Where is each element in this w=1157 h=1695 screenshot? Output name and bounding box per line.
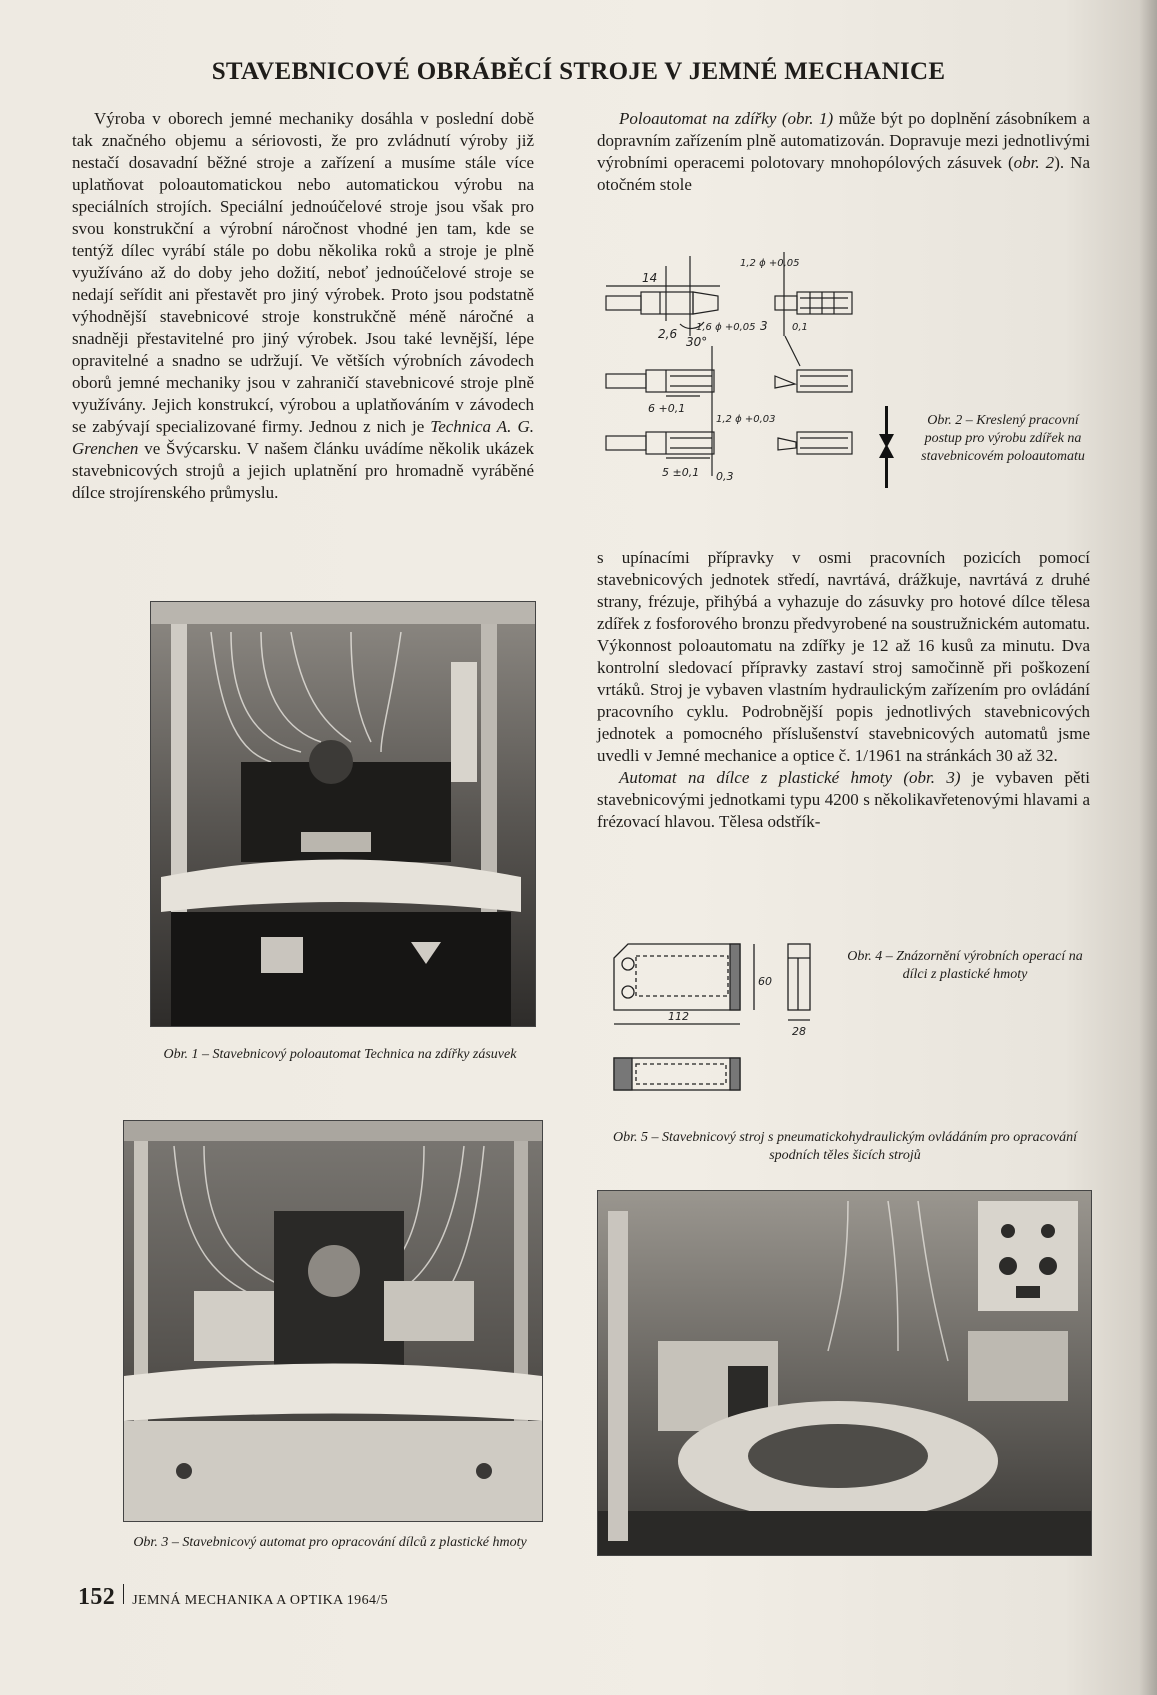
semiautomat-lead: Poloautomat na zdířky (obr. 1) [619, 109, 834, 128]
firm-name: Technica A. G. Grenchen [72, 417, 534, 458]
fig4-dim-60: 60 [758, 975, 772, 988]
fig2-dim-5: 5 ±0,1 [662, 466, 700, 479]
fig2-dim-6: 6 +0,1 [648, 402, 686, 415]
page-edge-shadow [1139, 0, 1157, 1695]
workflow-paragraph: s upínacími přípravky v osmi pracovních pozicích pomocí stavebnicových jednotek středí, navrtává, drážkuje, navrtává z druhé strany, frézuje, přihýbá a vyhazuje do zásuvky pro hotové dílce tělesa zdířek z fosforového bronzu předvyrobené na soustružnickém automatu. Výkonnost poloautomatu na zdířky je 12 až 16 kusů za minutu. Dva kontrolní sledovací přípravky zastaví stroj samočinně při poškození vrtáků. Stroj je vybaven vlastním hydraulickým zařízením pro ovládání pracovního cyklu. Podrobnější popis jednotlivých stavebnicových jednotek a pomocného příslušenství stavebnicových automatů jsme uvedli v Jemné mechanice a optice č. 1/1961 na stránkách 30 až 32. [597, 548, 1090, 765]
fig2-dim-2-6: 2,6 [658, 327, 678, 341]
fig5-machine-image [598, 1191, 1091, 1555]
figure-4-drawing [608, 940, 838, 1115]
figure-1-caption: Obr. 1 – Stavebnicový poloautomat Technica na zdířky zásuvek [163, 1047, 517, 1062]
plastic-automat-lead: Automat na dílce z plastické hmoty (obr. 3) [619, 768, 961, 787]
figure-5-photo [597, 1190, 1092, 1556]
article-title: STAVEBNICOVÉ OBRÁBĚCÍ STROJE V JEMNÉ MECHANICE [211, 58, 946, 85]
fig2-dim-14: 14 [642, 271, 658, 285]
page-number: 152 [78, 1584, 116, 1610]
right-column-text [597, 547, 1090, 833]
figure-1-photo [150, 601, 536, 1027]
fig2-dim-0-3: 0,3 [716, 470, 734, 483]
fig2-dim-1-6: 1,6 ϕ +0,05 [696, 322, 756, 333]
fig2-reference: obr. 2 [1013, 153, 1055, 172]
plastic-automat-paragraph [597, 767, 1090, 833]
semiautomat-paragraph [597, 108, 1090, 196]
fig4-svg [608, 940, 838, 1115]
plastic-automat-text: je vybaven pěti stavebnicovými jednotkami typu 4200 s několikavřetenovými hlavami a frézovací hlavou. Tělesa odstřík- [597, 768, 1090, 831]
page-footer [78, 1584, 388, 1611]
fig2-dim-0-1: 0,1 [792, 322, 808, 333]
fig2-svg [600, 226, 900, 526]
figure-2-drawing [600, 226, 900, 526]
figure-2-caption: Obr. 2 – Kreslený pracovní postup pro výrobu zdířek na stavebnicovém poloautomatu [921, 413, 1085, 464]
fig2-dim-1-2: 1,2 ϕ +0,05 [740, 258, 800, 269]
fig4-dim-112: 112 [668, 1010, 689, 1023]
intro-paragraph [72, 108, 534, 504]
intro-text: Výroba v oborech jemné mechaniky dosáhla v poslední době tak značného objemu a sériovosti, že pro zvládnutí výroby již nestačí dosavadní běžné stroje a zařízení a musíme stále více uplatňovat poloautomatickou nebo automatickou výrobu na speciálních strojích. Speciální jednoúčelové stroje jsou však pro svou konstrukční a výrobní náročnost vhodné jen tam, kde se tentýž dílec vyrábí stále po dobu několika roků a stroje je plně využíváno až do doby jeho dožití, neboť jednoúčelové stroje se nedají seřídit ani přestavět pro jiný výrobek. Proto jsou podstatně výhodnější stavebnicové stroje konstrukčně méně náročné a snadněji přestavitelné pro jiný výrobek. Jsou také levnější, lépe opravitelné a snadno se udržují. Ve větších výrobních závodech oborů jemné mechaniky jsou v zahraničí stavebnicové stroje plně využívány. Jejich konstrukcí, výrobou a uplatňováním v závodech se zabývají specializované firmy. Jednou z nich je [72, 109, 534, 436]
figure-4-caption: Obr. 4 – Znázornění výrobních operací na dílci z plastické hmoty [847, 949, 1083, 982]
fig3-machine-image [124, 1121, 542, 1521]
fig1-machine-image [151, 602, 535, 1026]
fig2-dim-30deg: 30° [686, 335, 708, 349]
fig2-dim-1-2b: 1,2 ϕ +0,03 [716, 414, 776, 425]
footer-divider [123, 1584, 124, 1604]
figure-5-caption: Obr. 5 – Stavebnicový stroj s pneumatickohydraulickým ovládáním pro opracování spodních těles šicích strojů [613, 1130, 1077, 1163]
fig4-dim-28: 28 [792, 1025, 806, 1038]
figure-3-caption: Obr. 3 – Stavebnicový automat pro opracování dílců z plastické hmoty [133, 1535, 527, 1550]
fig2-dim-3: 3 [760, 319, 768, 333]
figure-3-photo [123, 1120, 543, 1522]
journal-name: JEMNÁ MECHANIKA A OPTIKA 1964/5 [132, 1593, 389, 1608]
intro-text-end: ve Švýcarsku. V našem článku uvádíme několik ukázek stavebnicových strojů a jejich uplatnění pro hromadně vyráběné dílce strojírenského průmyslu. [72, 439, 534, 502]
semiautomat-text: může být po doplnění zásobníkem a dopravním zařízením plně automatizován. Dopravuje mezi jednotlivými výrobními operacemi polotovary mnohopólových zásuvek ( [597, 109, 1090, 172]
semiautomat-text-end: ). Na otočném stole [597, 153, 1091, 194]
